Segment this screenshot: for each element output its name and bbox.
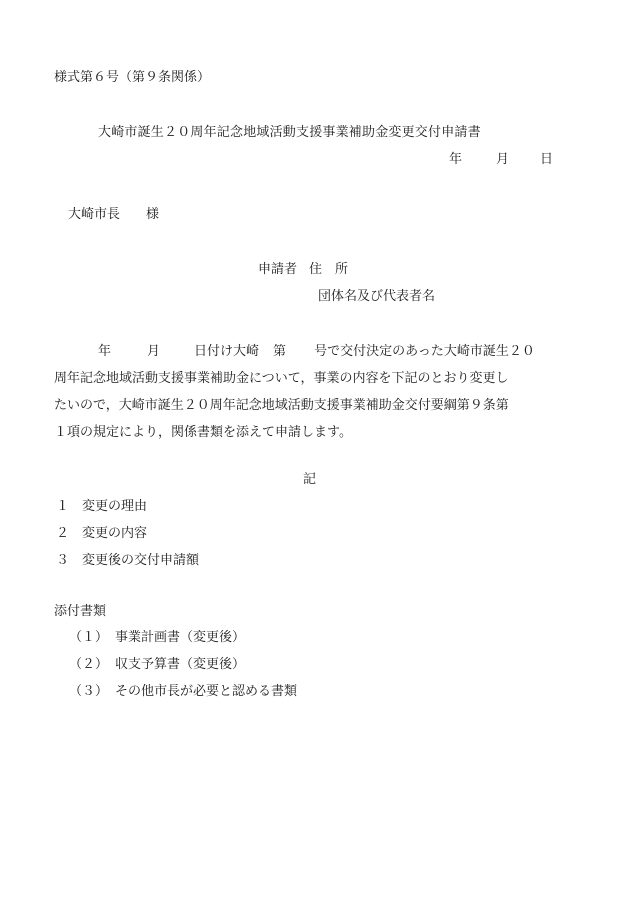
applicant-line bbox=[258, 262, 348, 278]
body-month: 月 bbox=[147, 344, 161, 359]
item-text: 変更の理由 bbox=[82, 499, 148, 514]
document-title: 大崎市誕生２０周年記念地域活動支援事業補助金変更交付申請書 bbox=[98, 125, 481, 140]
list-item bbox=[56, 499, 199, 526]
attachments-heading: 添付書類 bbox=[54, 604, 107, 619]
attachment-number: （２） bbox=[69, 657, 109, 672]
body-row-1-rest: 号で交付決定のあった大崎市誕生２０ bbox=[314, 344, 535, 359]
body-dai: 第 bbox=[273, 344, 287, 359]
date-line bbox=[0, 152, 630, 168]
attachment-text: 事業計画書（変更後） bbox=[115, 630, 246, 645]
date-month-label: 月 bbox=[496, 152, 510, 167]
applicant-label: 申請者 bbox=[258, 262, 298, 277]
item-number: ２ bbox=[56, 526, 70, 541]
address-label: 住 所 bbox=[309, 262, 349, 277]
form-number: 様式第６号（第９条関係） bbox=[54, 70, 211, 85]
attachment-number: （３） bbox=[69, 684, 109, 699]
body-row-1 bbox=[54, 338, 579, 365]
item-number: ３ bbox=[56, 553, 70, 568]
item-text: 変更後の交付申請額 bbox=[82, 553, 200, 568]
attachment-item bbox=[69, 630, 297, 657]
attachment-number: （１） bbox=[69, 630, 109, 645]
attachment-item bbox=[69, 684, 297, 711]
list-item bbox=[56, 553, 199, 580]
body-row-3: たいので，大崎市誕生２０周年記念地域活動支援事業補助金交付要綱第９条第 bbox=[54, 398, 509, 413]
attachment-item bbox=[69, 657, 297, 684]
item-number: １ bbox=[56, 499, 70, 514]
list-item bbox=[56, 526, 199, 553]
date-day-label: 日 bbox=[540, 152, 554, 167]
date-year-label: 年 bbox=[449, 152, 463, 167]
body-row-2: 周年記念地域活動支援事業補助金について，事業の内容を下記のとおり変更し bbox=[54, 371, 509, 386]
attachment-text: その他市長が必要と認める書類 bbox=[115, 684, 298, 699]
item-text: 変更の内容 bbox=[82, 526, 148, 541]
items-list bbox=[56, 499, 199, 580]
attachments-list bbox=[69, 630, 297, 711]
addressee: 大崎市長 様 bbox=[68, 207, 160, 222]
application-body bbox=[54, 338, 579, 446]
ki-heading: 記 bbox=[303, 472, 317, 487]
attachment-text: 収支予算書（変更後） bbox=[115, 657, 246, 672]
organization-representative-label: 団体名及び代表者名 bbox=[318, 289, 436, 304]
body-year: 年 bbox=[98, 344, 112, 359]
body-row-4: １項の規定により，関係書類を添えて申請します。 bbox=[54, 425, 352, 440]
body-day-prefix: 日付け大崎 bbox=[194, 344, 260, 359]
